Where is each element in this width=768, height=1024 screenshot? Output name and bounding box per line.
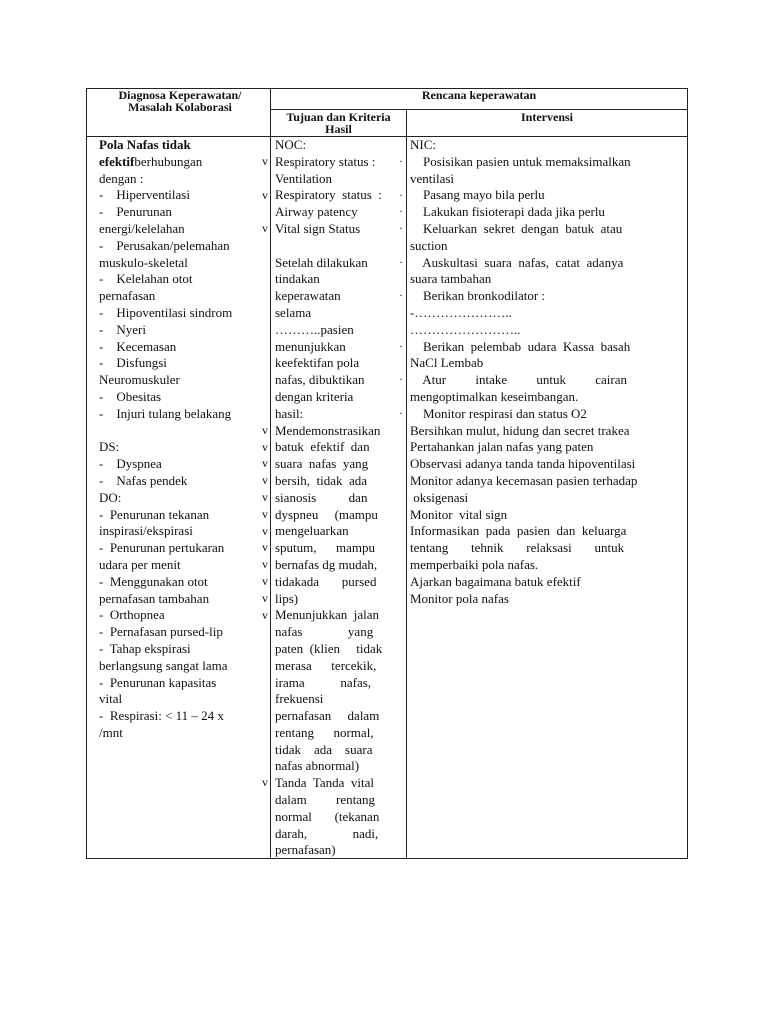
nic-column xyxy=(410,137,682,607)
col3-line: Informasikan pada pasien dan keluarga xyxy=(410,523,627,539)
col2-line: suara nafas yang xyxy=(275,456,369,472)
check-mark xyxy=(262,371,270,388)
check-mark xyxy=(262,808,270,825)
table-border-left xyxy=(86,88,87,859)
dash-mark xyxy=(399,271,407,288)
dash-mark: · xyxy=(399,187,403,202)
col3-line: Monitor respirasi dan status O2 xyxy=(410,405,587,421)
nic-dash-marks xyxy=(399,153,407,422)
col3-line: Lakukan fisioterapi dada jika perlu xyxy=(410,204,605,220)
col3-line: …………………….. xyxy=(410,321,521,337)
col1-line: muskulo-skeletal xyxy=(99,254,188,270)
col2-line: bernafas dg mudah, xyxy=(275,556,378,572)
col2-line: darah, nadi, xyxy=(275,825,379,841)
check-mark xyxy=(262,842,270,859)
col1-line: pernafasan xyxy=(99,288,156,304)
col2-line: Setelah dilakukan xyxy=(275,254,368,270)
dash-mark: · xyxy=(399,254,403,269)
dash-mark: · xyxy=(399,338,403,353)
dash-mark xyxy=(399,304,407,321)
col2-line: nafas, dibuktikan xyxy=(275,372,365,388)
col1-line: - Penurunan tekanan xyxy=(99,506,210,522)
table-border-right xyxy=(687,88,688,859)
col3-line: Berikan bronkodilator : xyxy=(410,288,546,304)
col1-line: DS: xyxy=(99,439,120,455)
col1-line: - Nyeri xyxy=(99,321,146,337)
col1-line: inspirasi/ekspirasi xyxy=(99,523,193,539)
care-plan-table xyxy=(86,88,688,859)
check-mark xyxy=(262,271,270,288)
col1-line: - Penurunan pertukaran xyxy=(99,540,225,556)
col3-line: Observasi adanya tanda tanda hipoventilasi xyxy=(410,456,636,472)
col3-line: Keluarkan sekret dengan batuk atau xyxy=(410,220,623,236)
col3-line: tentang tehnik relaksasi untuk xyxy=(410,540,625,556)
dash-mark: · xyxy=(399,154,403,168)
col2-line: ………..pasien xyxy=(275,321,354,337)
col2-line: menunjukkan xyxy=(275,338,346,354)
check-mark xyxy=(262,203,270,220)
check-mark xyxy=(262,674,270,691)
diagnosis-rest: berhubungan xyxy=(134,153,203,169)
check-mark xyxy=(262,791,270,808)
check-mark: v xyxy=(262,506,268,521)
check-mark: v xyxy=(262,523,268,538)
check-mark: v xyxy=(262,557,268,572)
col2-line: Airway patency xyxy=(275,204,358,220)
col2-line: Respiratory status : xyxy=(275,153,376,169)
col2-line: sianosis dan xyxy=(275,489,368,505)
col2-line: bersih, tidak ada xyxy=(275,472,368,488)
col3-line: suara tambahan xyxy=(410,271,492,287)
col1-line: - Orthopnea xyxy=(99,607,165,623)
noc-title: NOC: xyxy=(275,137,307,152)
col3-line: Auskultasi suara nafas, catat adanya xyxy=(410,254,624,270)
col1-line: dengan : xyxy=(99,170,144,186)
col3-line: Bersihkan mulut, hidung dan secret trakea xyxy=(410,422,630,438)
dash-mark: · xyxy=(399,288,403,303)
col1-line: - Tahap ekspirasi xyxy=(99,640,191,656)
check-mark xyxy=(262,254,270,271)
check-mark xyxy=(262,758,270,775)
col1-line: - Respirasi: < 11 – 24 x xyxy=(99,708,224,724)
check-mark: v xyxy=(262,489,268,504)
header-goals-line-1: Tujuan dan Kriteria xyxy=(286,110,391,124)
col3-line: -………………….. xyxy=(410,304,512,320)
check-mark: v xyxy=(262,573,268,588)
nic-title: NIC: xyxy=(410,137,436,152)
col2-line: frekuensi xyxy=(275,691,324,707)
header-goals xyxy=(271,111,406,135)
check-mark: v xyxy=(262,775,268,790)
col2-line: nafas abnormal) xyxy=(275,758,360,774)
col1-line: - Penurunan xyxy=(99,204,172,220)
col2-line: irama nafas, xyxy=(275,674,372,690)
col2-line: normal (tekanan xyxy=(275,808,380,824)
col3-line: Ajarkan bagaimana batuk efektif xyxy=(410,573,581,589)
check-mark xyxy=(262,170,270,187)
col1-line: - Menggunakan otot xyxy=(99,573,208,589)
col2-line: Respiratory status : xyxy=(275,187,382,203)
col2-line: dyspneu (mampu xyxy=(275,506,378,522)
check-mark xyxy=(262,707,270,724)
col2-line: rentang normal, xyxy=(275,724,374,740)
col2-line xyxy=(275,238,401,255)
col1-line: pernafasan tambahan xyxy=(99,590,210,606)
noc-column xyxy=(275,137,401,859)
check-mark xyxy=(262,355,270,372)
check-mark xyxy=(262,388,270,405)
header-diagnosis-line-1: Diagnosa Keperawatan/ xyxy=(118,88,242,102)
col1-line: - Disfungsi xyxy=(99,355,167,371)
header-plan: Rencana keperawatan xyxy=(421,88,537,102)
col1-line: /mnt xyxy=(99,724,123,740)
col2-line: merasa tercekik, xyxy=(275,657,377,673)
check-mark xyxy=(262,825,270,842)
check-mark xyxy=(262,724,270,741)
col2-line: nafas yang xyxy=(275,624,374,640)
col2-line: tidak ada suara xyxy=(275,741,373,757)
dash-mark xyxy=(399,170,407,187)
col1-line: DO: xyxy=(99,489,122,505)
col3-line: memperbaiki pola nafas. xyxy=(410,556,539,572)
col1-line: - Injuri tulang belakang xyxy=(99,405,232,421)
col1-line: - Kelelahan otot xyxy=(99,271,193,287)
dash-mark xyxy=(399,321,407,338)
col2-line: tindakan xyxy=(275,271,320,287)
column-divider-1 xyxy=(270,88,271,859)
col1-line: - Dyspnea xyxy=(99,456,162,472)
col1-line: - Penurunan kapasitas xyxy=(99,674,217,690)
col1-line: udara per menit xyxy=(99,556,181,572)
col2-line: Tanda Tanda vital xyxy=(275,775,375,791)
col2-line: lips) xyxy=(275,590,299,606)
col3-line: Atur intake untuk cairan xyxy=(410,372,627,388)
noc-check-marks xyxy=(262,153,270,858)
col1-line: - Hipoventilasi sindrom xyxy=(99,304,233,320)
col2-line: paten (klien tidak xyxy=(275,640,383,656)
check-mark xyxy=(262,741,270,758)
col2-line: tidakada pursed xyxy=(275,573,377,589)
col3-line: Pasang mayo bila perlu xyxy=(410,187,545,203)
col3-line: Berikan pelembab udara Kassa basah xyxy=(410,338,631,354)
check-mark xyxy=(262,237,270,254)
dash-mark: · xyxy=(399,405,403,420)
check-mark: v xyxy=(262,221,268,236)
check-mark: v xyxy=(262,154,268,168)
header-interventions: Intervensi xyxy=(521,110,573,124)
col3-line: mengoptimalkan keseimbangan. xyxy=(410,388,579,404)
col1-line: - Kecemasan xyxy=(99,338,177,354)
col3-line: Monitor pola nafas xyxy=(410,590,509,606)
header-diagnosis xyxy=(90,89,270,113)
col1-line: energi/kelelahan xyxy=(99,220,185,236)
diagnosis-title: Pola Nafas tidak xyxy=(99,137,191,152)
check-mark xyxy=(262,691,270,708)
check-mark: v xyxy=(262,473,268,488)
col1-line: berlangsung sangat lama xyxy=(99,657,228,673)
col2-line: pernafasan) xyxy=(275,842,336,858)
dash-mark: · xyxy=(399,372,403,387)
col1-line: - Perusakan/pelemahan xyxy=(99,237,230,253)
col2-line: keefektifan pola xyxy=(275,355,360,371)
dash-mark xyxy=(399,388,407,405)
check-mark xyxy=(262,405,270,422)
col2-line: Mendemonstrasikan xyxy=(275,422,381,438)
diagnosis-line-2 xyxy=(99,154,264,171)
diagnosis-column xyxy=(99,137,264,742)
col3-line: Monitor adanya kecemasan pasien terhadap xyxy=(410,472,638,488)
dash-mark xyxy=(399,355,407,372)
col2-line: mengeluarkan xyxy=(275,523,349,539)
col1-line: - Obesitas xyxy=(99,388,162,404)
col3-line: Posisikan pasien untuk memaksimalkan xyxy=(410,153,631,169)
col1-line: Neuromuskuler xyxy=(99,372,180,388)
col2-line: batuk efektif dan xyxy=(275,439,370,455)
col2-line: dengan kriteria xyxy=(275,388,354,404)
check-mark xyxy=(262,640,270,657)
col1-line xyxy=(99,423,264,440)
check-mark xyxy=(262,657,270,674)
col2-line: selama xyxy=(275,304,312,320)
check-mark: v xyxy=(262,422,268,437)
col2-line: Menunjukkan jalan xyxy=(275,607,379,623)
col3-line: ventilasi xyxy=(410,170,455,186)
col1-line: - Pernafasan pursed-lip xyxy=(99,624,223,640)
col2-line: Ventilation xyxy=(275,170,333,186)
col3-line: Monitor vital sign xyxy=(410,506,508,522)
diagnosis-bold-word: efektif xyxy=(99,153,135,169)
check-mark xyxy=(262,304,270,321)
col3-line: NaCl Lembab xyxy=(410,355,484,371)
col2-line: pernafasan dalam xyxy=(275,708,380,724)
check-mark xyxy=(262,338,270,355)
check-mark: v xyxy=(262,590,268,605)
col2-line: hasil: xyxy=(275,405,304,421)
check-mark: v xyxy=(262,456,268,471)
col2-line: sputum, mampu xyxy=(275,540,376,556)
col2-line: Vital sign Status xyxy=(275,220,361,236)
col2-line: dalam rentang xyxy=(275,792,375,808)
col3-line: oksigenasi xyxy=(410,489,469,505)
dash-mark: · xyxy=(399,204,403,219)
col1-line: - Hiperventilasi xyxy=(99,187,190,203)
col2-line: keperawatan xyxy=(275,288,341,304)
check-mark: v xyxy=(262,540,268,555)
header-goals-line-2: Hasil xyxy=(325,122,352,136)
check-mark: v xyxy=(262,187,268,202)
col1-line: - Nafas pendek xyxy=(99,472,188,488)
check-mark: v xyxy=(262,607,268,622)
header-diagnosis-line-2: Masalah Kolaborasi xyxy=(128,100,232,114)
col1-line: vital xyxy=(99,691,123,707)
dash-mark xyxy=(399,237,407,254)
check-mark: v xyxy=(262,439,268,454)
check-mark xyxy=(262,287,270,304)
col3-line: suction xyxy=(410,237,448,253)
check-mark xyxy=(262,321,270,338)
dash-mark: · xyxy=(399,221,403,236)
check-mark xyxy=(262,623,270,640)
col3-line: Pertahankan jalan nafas yang paten xyxy=(410,439,594,455)
